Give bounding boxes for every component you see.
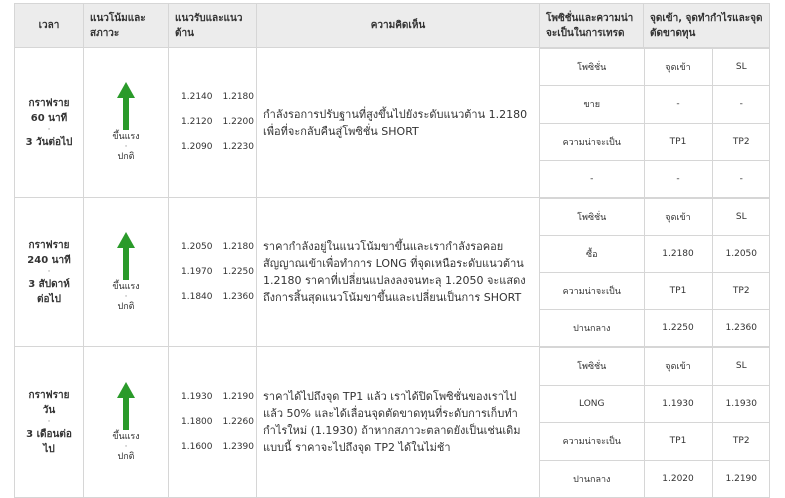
support-level: 1.2140 — [181, 92, 213, 102]
position-value: ความน่าจะเป็น — [540, 423, 644, 461]
position-value: ความน่าจะเป็น — [540, 123, 644, 160]
support-resistance-cell — [169, 48, 257, 198]
trend-up-arrow-icon — [117, 232, 135, 280]
position-value: - — [540, 160, 644, 197]
table-row — [15, 48, 770, 198]
header-entry-tp-sl: จุดเข้า, จุดทำกำไรและจุดตัดขาดทุน — [644, 4, 770, 48]
position-value: - — [644, 86, 712, 123]
period-line: กราฟราย — [28, 97, 70, 109]
level-pair — [181, 91, 256, 104]
support-level: 1.2050 — [181, 241, 213, 252]
position-value: 1.2190 — [712, 460, 770, 497]
position-value: ปานกลาง — [540, 310, 644, 347]
period-line: 240 นาที — [27, 254, 71, 266]
position-value: TP2 — [712, 423, 770, 461]
period-line: วัน — [42, 404, 56, 416]
position-value: 1.2050 — [712, 236, 770, 273]
position-row — [540, 123, 770, 160]
level-pair — [181, 441, 256, 454]
position-row — [540, 273, 770, 310]
position-row — [540, 460, 770, 497]
header-comment: ความคิดเห็น — [257, 4, 540, 48]
position-value: SL — [712, 49, 770, 86]
comment-cell: ราคากำลังอยู่ในแนวโน้มขาขึ้นและเรากำลังรอคอยสัญญาณเข้าเพื่อทำการ LONG ที่จุดเหนือระดับแนวต้าน 1.2180 ราคาที่เปลี่ยนแปลงลงจนทะลุ 1.2050 จะแสดงถึงการสิ้นสุดแนวโน้มขาขึ้นและเปลี่ยนเป็นการ SHORT — [257, 198, 540, 347]
level-pair — [181, 141, 256, 154]
position-value: LONG — [540, 385, 644, 423]
position-value: - — [712, 160, 770, 197]
position-value: ปานกลาง — [540, 460, 644, 497]
support-resistance-cell — [169, 347, 257, 498]
position-value: TP1 — [644, 273, 712, 310]
resistance-level: 1.2190 — [222, 391, 254, 402]
position-row — [540, 348, 770, 386]
trend-condition: ปกติ — [117, 301, 135, 312]
level-pair — [181, 116, 256, 129]
position-value: ความน่าจะเป็น — [540, 273, 644, 310]
table-header-row — [15, 4, 770, 48]
period-cell — [15, 198, 84, 347]
period-cell — [15, 48, 84, 198]
support-level: 1.1970 — [181, 266, 213, 277]
trend-cell — [84, 347, 169, 498]
position-value: SL — [712, 199, 770, 236]
position-row — [540, 236, 770, 273]
position-cell — [540, 347, 770, 498]
support-level: 1.1800 — [181, 416, 213, 427]
support-level: 1.2090 — [181, 142, 213, 152]
period-line: 3 สัปดาห์ — [28, 278, 70, 290]
position-row — [540, 385, 770, 423]
period-cell — [15, 347, 84, 498]
position-row — [540, 423, 770, 461]
position-row — [540, 86, 770, 123]
resistance-level: 1.2390 — [222, 441, 254, 452]
trend-cell — [84, 48, 169, 198]
resistance-level: 1.2200 — [222, 117, 254, 127]
header-position: โพซิชั่นและความน่าจะเป็นในการเทรด — [540, 4, 644, 48]
header-time: เวลา — [15, 4, 84, 48]
position-value: 1.1930 — [712, 385, 770, 423]
forex-analysis-table — [14, 3, 770, 498]
position-table — [540, 198, 770, 346]
level-pair — [181, 241, 256, 254]
position-cell — [540, 198, 770, 347]
position-row — [540, 49, 770, 86]
position-value: - — [712, 86, 770, 123]
period-line: 60 นาที — [30, 112, 68, 124]
separator-dot: · — [124, 142, 128, 152]
resistance-level: 1.2260 — [222, 416, 254, 427]
table-row — [15, 347, 770, 498]
period-line: 3 วันต่อไป — [25, 136, 73, 148]
position-table — [540, 48, 770, 197]
trend-condition: ปกติ — [117, 451, 135, 462]
resistance-level: 1.2230 — [222, 142, 254, 152]
position-row — [540, 310, 770, 347]
period-line: ไป — [43, 443, 55, 455]
position-value: 1.2180 — [644, 236, 712, 273]
support-level: 1.1840 — [181, 291, 213, 302]
trend-strength: ขึ้นแรง — [112, 431, 140, 442]
separator-dot: · — [124, 291, 128, 302]
trend-condition: ปกติ — [117, 152, 135, 162]
position-value: TP2 — [712, 123, 770, 160]
level-pair — [181, 416, 256, 429]
period-line: 3 เดือนต่อ — [26, 428, 72, 440]
level-pair — [181, 266, 256, 279]
position-value: TP1 — [644, 423, 712, 461]
position-value: 1.1930 — [644, 385, 712, 423]
position-value: ซื้อ — [540, 236, 644, 273]
support-level: 1.1930 — [181, 391, 213, 402]
trend-strength: ขึ้นแรง — [112, 132, 140, 142]
resistance-level: 1.2360 — [222, 291, 254, 302]
period-line: กราฟราย — [28, 239, 70, 251]
position-value: 1.2250 — [644, 310, 712, 347]
support-level: 1.2120 — [181, 117, 213, 127]
resistance-level: 1.2250 — [222, 266, 254, 277]
position-cell — [540, 48, 770, 198]
position-value: 1.2020 — [644, 460, 712, 497]
position-value: จุดเข้า — [644, 348, 712, 386]
resistance-level: 1.2180 — [222, 241, 254, 252]
comment-cell: ราคาได้ไปถึงจุด TP1 แล้ว เราได้ปิดโพซิชั่นของเราไปแล้ว 50% และได้เลื่อนจุดตัดขาดทุนที่ระดับการเก็บทำกำไรใหม่ (1.1930) ถ้าหากสภาวะตลาดยังเป็นเช่นเดิมแบบนี้ ราคาจะไปถึงจุด TP2 ได้ในไม่ช้า — [257, 347, 540, 498]
position-value: - — [644, 160, 712, 197]
position-table — [540, 347, 770, 497]
header-levels: แนวรับและแนวต้าน — [169, 4, 257, 48]
position-value: จุดเข้า — [644, 49, 712, 86]
position-value: โพซิชั่น — [540, 199, 644, 236]
position-row — [540, 160, 770, 197]
period-line: กราฟราย — [28, 389, 70, 401]
trend-cell — [84, 198, 169, 347]
position-row — [540, 199, 770, 236]
position-value: 1.2360 — [712, 310, 770, 347]
position-value: จุดเข้า — [644, 199, 712, 236]
separator-dot: · — [47, 124, 51, 135]
separator-dot: · — [124, 441, 128, 452]
position-value: SL — [712, 348, 770, 386]
support-resistance-cell — [169, 198, 257, 347]
table-row — [15, 198, 770, 347]
trend-strength: ขึ้นแรง — [112, 281, 140, 292]
support-level: 1.1600 — [181, 441, 213, 452]
position-value: TP1 — [644, 123, 712, 160]
header-trend: แนวโน้มและสภาวะ — [84, 4, 169, 48]
resistance-level: 1.2180 — [222, 92, 254, 102]
comment-cell: กำลังรอการปรับฐานที่สูงขึ้นไปยังระดับแนวต้าน 1.2180 เพื่อที่จะกลับคืนสู่โพซิชั่น SHORT — [257, 48, 540, 198]
trend-up-arrow-icon — [117, 382, 135, 430]
position-value: โพซิชั่น — [540, 348, 644, 386]
position-value: โพซิชั่น — [540, 49, 644, 86]
level-pair — [181, 391, 256, 404]
level-pair — [181, 291, 256, 304]
period-line: ต่อไป — [37, 293, 61, 305]
separator-dot: · — [47, 266, 51, 277]
separator-dot: · — [47, 416, 51, 427]
trend-up-arrow-icon — [117, 82, 135, 130]
position-value: TP2 — [712, 273, 770, 310]
position-value: ขาย — [540, 86, 644, 123]
